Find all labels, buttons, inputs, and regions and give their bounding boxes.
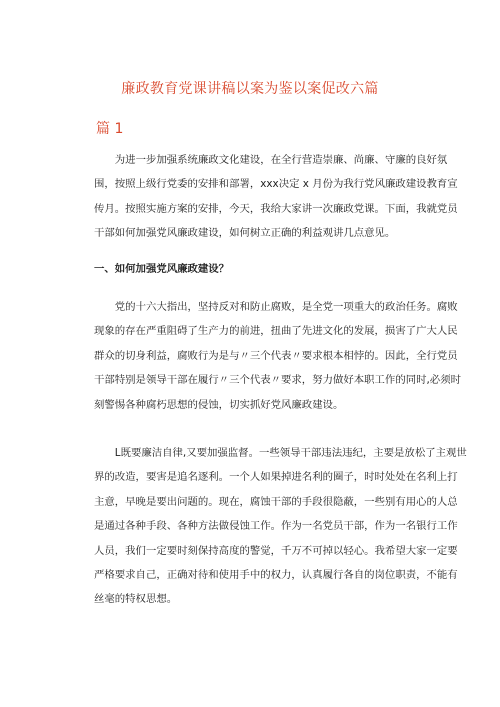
- paragraph-line: L既要廉洁自律,又要加强监督。一些领导干部违法违纪，主要是放松了主观世: [114, 447, 467, 459]
- paragraph-line: 干部如何加强党风廉政建设，如何树立正确的利益观讲几点意见。: [94, 227, 396, 240]
- paragraph-line: 界的改造，要害是追名逐利。一个人如果掉进名利的圈子，时时处处在名利上打: [94, 471, 458, 484]
- paragraph-line: 干部特别是领导干部在履行〃三个代表〃要求，努力做好本职工作的同时,必须时: [94, 374, 461, 387]
- paragraph-line: 是通过各种手段、各种方法做侵蚀工作。作为一名党员干部，作为一名银行工作: [94, 520, 458, 533]
- paragraph-intro: [94, 148, 458, 246]
- section-label: 篇 1: [96, 121, 124, 137]
- paragraph-line: 传月。按照实施方案的安排，今天，我给大家讲一次廉政党课。下面，我就党员: [94, 202, 458, 215]
- paragraph-line: 党的十六大指出，坚持反对和防止腐败，是全党一项重大的政治任务。腐败: [114, 301, 458, 313]
- paragraph-line: 刻警惕各种腐朽思想的侵蚀，切实抓好党风廉政建设。: [94, 398, 344, 411]
- paragraph-line: 现象的存在严重阻碍了生产力的前进，扭曲了先进文化的发展，损害了广大人民: [94, 325, 458, 338]
- paragraph-line: 群众的切身利益，腐败行为是与〃三个代表〃要求根本相悖的。因此，全行党员: [94, 349, 458, 362]
- paragraph-line: 为进一步加强系统廉政文化建设，在全行营造崇廉、尚廉、守廉的良好氛: [114, 154, 448, 166]
- paragraph-line: 围，按照上级行党委的安排和部署，xxx决定 x 月份为我行党风廉政建设教育宣: [94, 178, 458, 191]
- document-title: 廉政教育党课讲稿以案为鉴以案促改六篇: [121, 81, 379, 97]
- paragraph-self-discipline: [94, 441, 467, 612]
- paragraph-line: 丝毫的特权思想。: [94, 593, 178, 606]
- section-heading: 一、如何加强党风廉政建设？: [94, 263, 230, 275]
- paragraph-line: 主意，早晚是要出问题的。现在，腐蚀干部的手段很隐蔽，一些别有用心的人总: [94, 495, 458, 508]
- paragraph-line: 严格要求自己，正确对待和使用手中的权力，认真履行各自的岗位职责，不能有: [94, 569, 458, 582]
- paragraph-party-congress: [94, 295, 461, 417]
- paragraph-line: 人员，我们一定要时刻保持高度的警觉，千万不可掉以轻心。我希望大家一定要: [94, 544, 458, 557]
